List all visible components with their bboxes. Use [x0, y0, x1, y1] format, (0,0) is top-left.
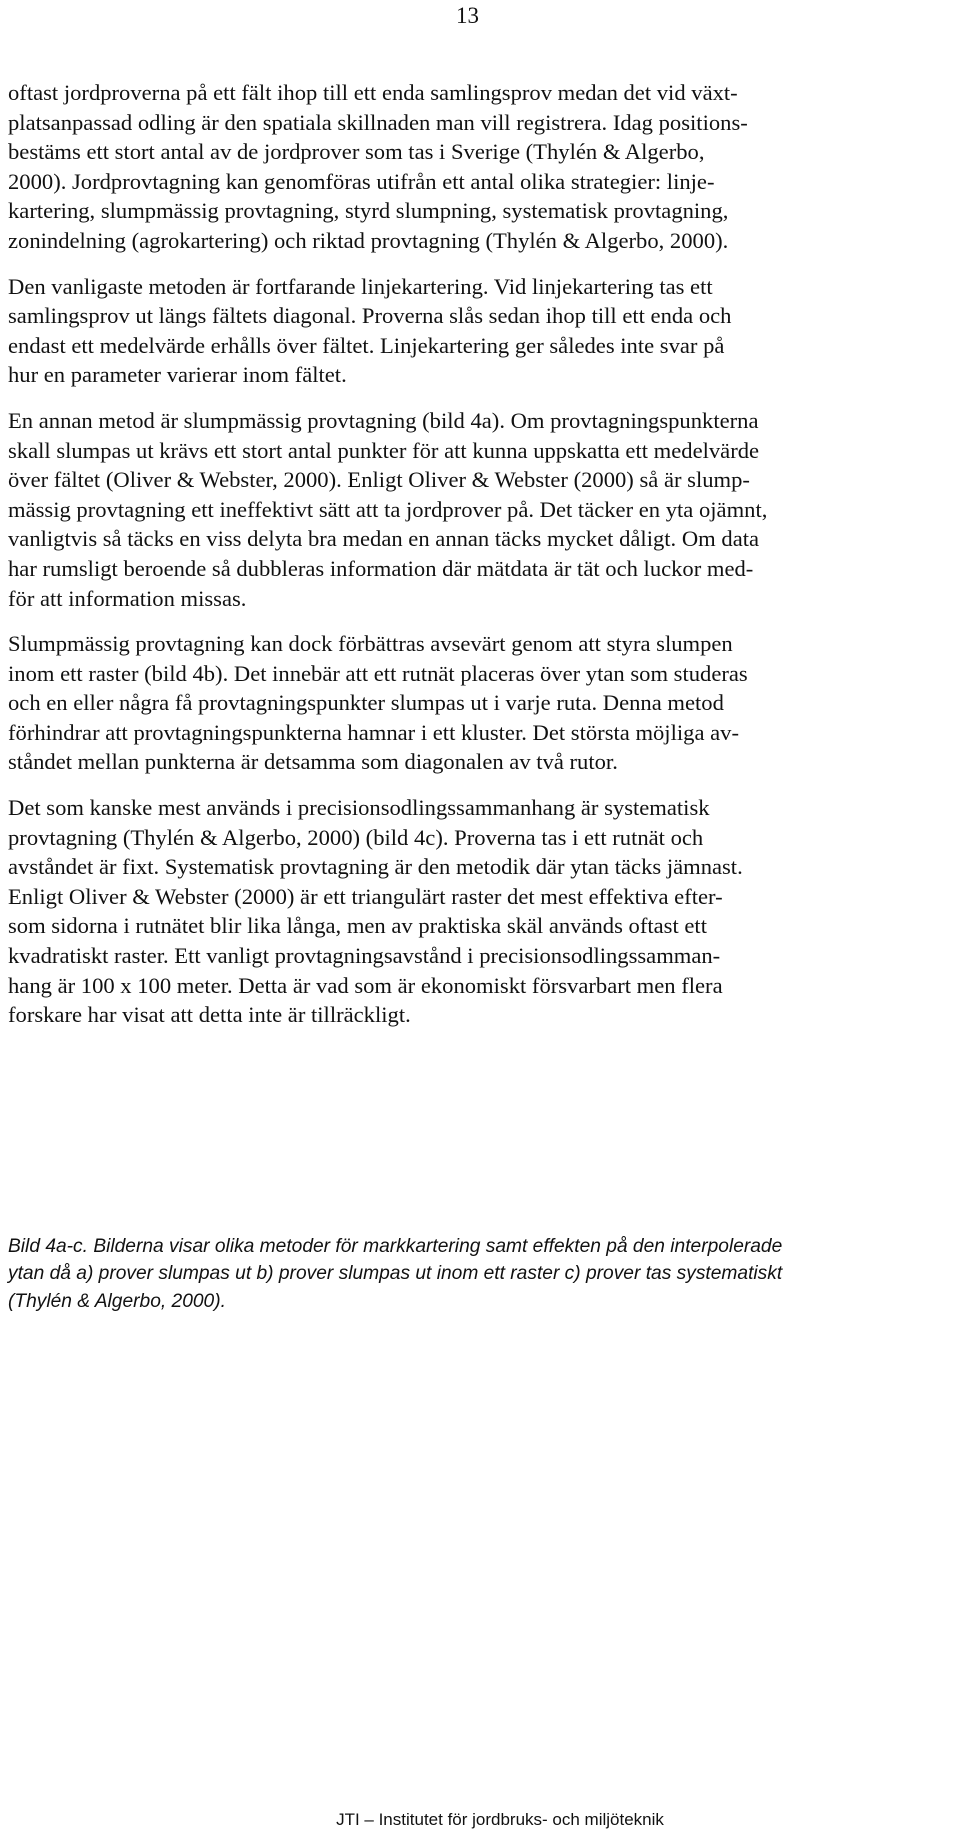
text-line: vanligtvis så täcks en viss delyta bra medan en annan täcks mycket dåligt. Om data [8, 526, 760, 552]
text-line: Det som kanske mest används i precisionsodlingssammanhang är systematisk [8, 795, 710, 821]
text-line: och en eller några få provtagningspunkter slumpas ut i varje ruta. Denna metod [8, 690, 724, 716]
text-line: oftast jordproverna på ett fält ihop till ett enda samlingsprov medan det vid växt- [8, 80, 738, 105]
text-line: En annan metod är slumpmässig provtagning (bild 4a). Om provtagningspunkterna [8, 407, 759, 433]
text-line: mässig provtagning ett ineffektivt sätt att ta jordprover på. Det täcker en yta ojämnt, [8, 496, 768, 522]
text-line: över fältet (Oliver & Webster, 2000). Enligt Oliver & Webster (2000) så är slump- [8, 467, 750, 493]
text-line: platsanpassad odling är den spatiala skillnaden man vill registrera. Idag positions- [8, 109, 748, 135]
text-line: för att information missas. [8, 585, 247, 611]
paragraph-line-mapping [8, 272, 948, 390]
text-line: har rumsligt beroende så dubbleras information där mätdata är tät och luckor med- [8, 555, 754, 581]
text-line: skall slumpas ut krävs ett stort antal punkter för att kunna uppskatta ett medelvärde [8, 437, 760, 463]
body-text [8, 78, 948, 1046]
text-line: provtagning (Thylén & Algerbo, 2000) (bild 4c). Proverna tas i ett rutnät och [8, 824, 704, 850]
text-line: förhindrar att provtagningspunkterna hamnar i ett kluster. Det största möjliga av- [8, 719, 739, 745]
text-line: avståndet är fixt. Systematisk provtagning är den metodik där ytan täcks jämnast. [8, 854, 743, 880]
text-line: kartering, slumpmässig provtagning, styrd slumpning, systematisk provtagning, [8, 198, 729, 224]
page-number: 13 [456, 3, 479, 28]
caption-line: ytan då a) prover slumpas ut b) prover slumpas ut inom ett raster c) prover tas systematiskt [8, 1263, 783, 1285]
text-line: Den vanligaste metoden är fortfarande linjekartering. Vid linjekartering tas ett [8, 273, 713, 299]
paragraph-sampling-strategies [8, 78, 948, 256]
text-line: Enligt Oliver & Webster (2000) är ett triangulärt raster det mest effektiva efter- [8, 883, 723, 909]
text-line: forskare har visat att detta inte är tillräckligt. [8, 1002, 411, 1028]
text-line: ståndet mellan punkterna är detsamma som diagonalen av två rutor. [8, 749, 618, 775]
paragraph-systematic-sampling [8, 793, 948, 1030]
caption-line: Bild 4a-c. Bilderna visar olika metoder för markkartering samt effekten på den interpolerade [8, 1236, 783, 1257]
text-line: kvadratiskt raster. Ett vanligt provtagningsavstånd i precisionsodlingssamman- [8, 943, 721, 969]
paragraph-random-sampling [8, 406, 948, 613]
text-line: bestäms ett stort antal av de jordprover som tas i Sverige (Thylén & Algerbo, [8, 139, 705, 165]
text-line: zonindelning (agrokartering) och riktad provtagning (Thylén & Algerbo, 2000). [8, 227, 729, 253]
caption-line: (Thylén & Algerbo, 2000). [8, 1290, 226, 1312]
text-line: hang är 100 x 100 meter. Detta är vad som är ekonomiskt försvarbart men flera [8, 972, 723, 998]
text-line: inom ett raster (bild 4b). Det innebär att ett rutnät placeras över ytan som studeras [8, 660, 748, 686]
text-line: Slumpmässig provtagning kan dock förbättras avsevärt genom att styra slumpen [8, 631, 733, 657]
footer-text: JTI – Institutet för jordbruks- och miljöteknik [336, 1810, 664, 1829]
text-line: samlingsprov ut längs fältets diagonal. Proverna slås sedan ihop till ett enda och [8, 303, 732, 329]
paragraph-stratified-random [8, 629, 948, 777]
page-footer [0, 1809, 960, 1831]
text-line: hur en parameter varierar inom fältet. [8, 362, 347, 388]
text-line: som sidorna i rutnätet blir lika långa, men av praktiska skäl används oftast ett [8, 913, 707, 939]
text-line: endast ett medelvärde erhålls över fältet. Linjekartering ger således inte svar på [8, 332, 725, 358]
figure-caption [8, 1233, 948, 1315]
text-line: 2000). Jordprovtagning kan genomföras utifrån ett antal olika strategier: linje- [8, 168, 715, 194]
